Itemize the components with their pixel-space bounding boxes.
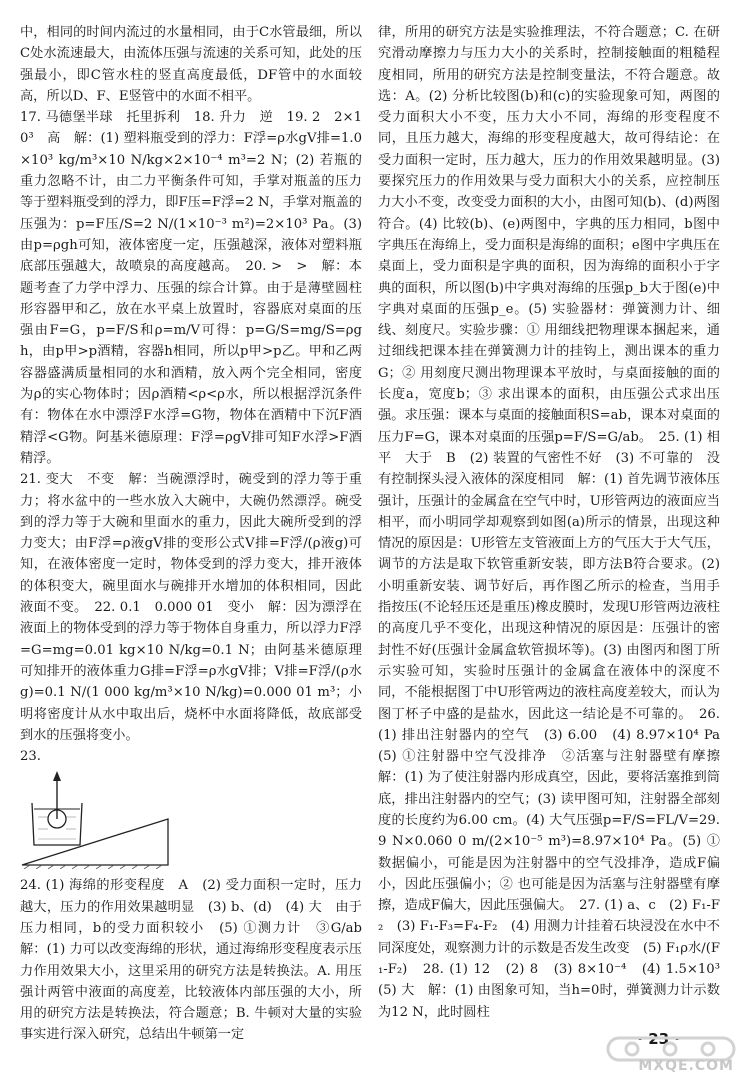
right-column: [378, 22, 734, 1023]
buoyancy-diagram-icon: [20, 767, 170, 869]
left-column: [20, 22, 376, 1046]
paragraph-right-1: 律，所用的研究方法是实验推理法，不符合题意；C. 在研究滑动摩擦力与压力大小的关系时，控制接触面的粗糙程度相同，所用的研究方法是控制变量法，不符合题意。故选：A。(2) 分析比较图(b)和(c)的实验现象可知，两图的受力面积大小不变，压力大小不同，海绵的形变程度不同，且压力越大，海绵的形变程度越大，故可得结论：在受力面积一定时，压力越大，压力的作用效果越明显。(3) 要探究压力的作用效果与受力面积大小的关系，应控制压力大小不变，改变受力面积的大小，由图可知(b)、(d)两图符合。(4) 比较(b)、(e)两图中，字典的压力相同，b图中字典压在海绵上，受力面积是海绵的面积；e图中字典压在桌面上，受力面积是字典的面积，因为海绵的面积小于字典的面积，所以图(b)中字典对海绵的压强p_b大于图(e)中字典对桌面的压强p_e。(5) 实验器材：弹簧测力计、细线、刻度尺。实验步骤：① 用细线把物理课本捆起来，通过细线把课本挂在弹簧测力计的挂钩上，测出课本的重力G；② 用刻度尺测出物理课本平放时，与桌面接触的面的长度a，宽度b；③ 求出课本的面积，由压强公式求出压强。求压强：课本与桌面的接触面积S=ab，课本对桌面的压力F=G，课本对桌面的压强p=F/S=G/ab。 25. (1) 相平 大于 B (2) 装置的气密性不好 (3) 不可靠的 没有控制探头浸入液体的深度相同 解：(1) 首先调节液体压强计，压强计的金属盒在空气中时，U形管两边的液面应当相平，而小明同学却观察到如图(a)所示的情景，出现这种情况的原因是：U形管左支管液面上方的气压大于大气压，调节的方法是取下软管重新安装，即方法B符合要求。(2) 小明重新安装、调节好后，再作图乙所示的检查，当用手指按压(不论轻压还是重压)橡皮膜时，发现U形管两边液柱的高度几乎不变化，出现这种情况的原因是：压强计的密封性不好(压强计金属盒软管损坏等)。(3) 由图丙和图丁所示实验可知，实验时压强计的金属盒在液体中的深度不同，不能根据图丁中U形管两边的液柱高度差较大，而认为图丁杯子中盛的是盐水，因此这一结论是不可靠的。 26. (1) 排出注射器内的空气 (3) 6.00 (4) 8.97×10⁴ Pa (5) ①注射器中空气没排净 ②活塞与注射器壁有摩擦 解：(1) 为了使注射器内形成真空，因此，要将活塞推到筒底，排出注射器内的空气；(3) 读甲图可知，注射器全部刻度的长度约为6.00 cm。(4) 大气压强p=F/S=FL/V=29.9 N×0.060 0 m/(2×10⁻⁵ m³)=8.97×10⁴ Pa。(5) ① 数据偏小，可能是因为注射器中的空气没排净，造成F偏小，因此压强偏小；② 也可能是因为活塞与注射器壁有摩擦，造成F偏大，因此压强偏大。 27. (1) a、c (2) F₁-F₂ (3) F₁-F₃=F₄-F₂ (4) 用测力计挂着石块浸没在水中不同深度处，观察测力计的示数是否发生改变 (5) F₁ρ水/(F₁-F₂) 28. (1) 12 (2) 8 (3) 8×10⁻⁴ (4) 1.5×10³ (5) 大 解：(1) 由图象可知，当h=0时，弹簧测力计示数为12 N，此时圆柱: [378, 25, 734, 1020]
page-number: · 23 ·: [637, 1030, 680, 1048]
paragraph-left-4: 24. (1) 海绵的形变程度 A (2) 受力面积一定时，压力越大，压力的作用效果越明显 (3) b、(d) (4) 大 由于压力相同，b的受力面积较小 (5) ①测力计 ③G/ab 解：(1) 力可以改变海绵的形状，通过海绵形变程度表示压力作用效果大小，这里采用的研究方法是转换法。A. 用压强计两管中液面的高度差，比较液体内部压强的大小，所用的研究方法是转换法，符合题意；B. 牛顿对大量的实验事实进行深入研究，总结出牛顿第一定: [20, 878, 376, 1043]
paragraph-left-3: 21. 变大 不变 解：当碗漂浮时，碗受到的浮力等于重力；将水盆中的一些水放入大碗中，大碗仍然漂浮。碗受到的浮力等于大碗和里面水的重力，因此大碗所受到的浮力变大；由F浮=ρ液gV排的变形公式V排=F浮/(ρ液g)可知，在液体密度一定时，物体受到的浮力变大，排开液体的体积变大，碗里面水与碗排开水增加的体积相同，因此液面不变。 22. 0.1 0.000 01 变小 解：因为漂浮在液面上的物体受到的浮力等于物体自身重力，所以浮力F浮=G=mg=0.01 kg×10 N/kg=0.1 N；由阿基米德原理可知排开的液体重力G排=F浮=ρ水gV排；V排=F浮/(ρ水g)=0.1 N/(1 000 kg/m³×10 N/kg)=0.000 01 m³；小明将密度计从水中取出后，烧杯中水面将降低，故底部受到水的压强将变小。: [20, 472, 362, 743]
paragraph-left-2: 17. 马德堡半球 托里拆利 18. 升力 逆 19. 2 2×10³ 高 解：(1) 塑料瓶受到的浮力：F浮=ρ水gV排=1.0×10³ kg/m³×10 N/kg×2×10⁻⁴ m³=2 N；(2) 若瓶的重力忽略不计，由二力平衡条件可知，手掌对瓶盖的压力等于塑料瓶受到的浮力，即F压=F浮=2 N，手掌对瓶盖的压强为：p=F压/S=2 N/(1×10⁻³ m²)=2×10³ Pa。(3) 由p=ρgh可知，液体密度一定，压强越深，液体对塑料瓶底部压强越大，故喷泉的高度越高。 20. > > 解：本题考查了力学中浮力、压强的综合计算。由于是薄壁圆柱形容器甲和乙，放在水平桌上放置时，容器底对桌面的压强由F=G，p=F/S和ρ=m/V可得：p=G/S=mg/S=ρgh，由p甲>p酒精，容器h相同，所以p甲>p乙。甲和乙两容器盛满质量相同的水和酒精，放入两个完全相同，密度为ρ的实心物体时；因ρ酒精<ρ<ρ水，所以根据浮沉条件有：物体在水中漂浮F水浮=G物，物体在酒精中下沉F酒精浮<G物。阿基米德原理：F浮=ρgV排可知F水浮>F酒精浮。: [20, 110, 362, 466]
watermark-text: MXQE.COM: [638, 1058, 734, 1074]
question-23-number: 23.: [20, 749, 41, 765]
paragraph-left-1: 中，相同的时间内流过的水量相同，由于C水管最细，所以C处水流速最大，由流体压强与流速的关系可知，此处的压强最小，即C管水柱的竖直高度最低，DF管中的水面较高，所以D、F、E竖管中的水面不相平。: [20, 25, 362, 104]
